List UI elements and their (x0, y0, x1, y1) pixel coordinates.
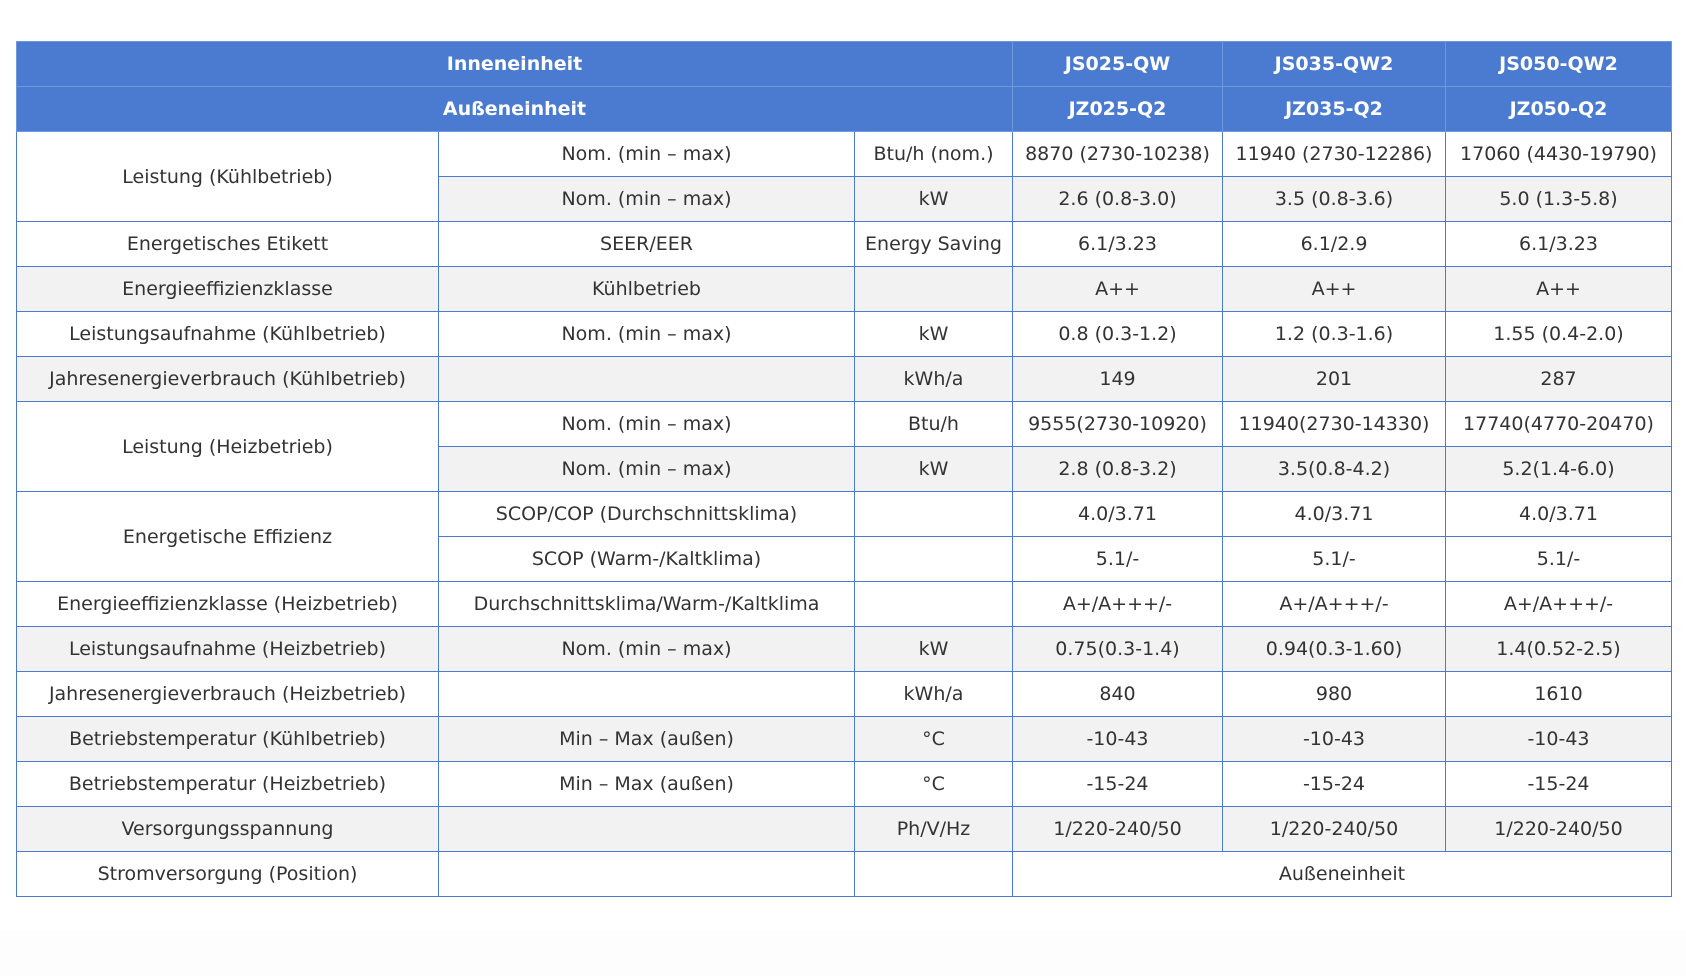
value-cell: -15-24 (1223, 762, 1446, 807)
row-label: Leistungsaufnahme (Heizbetrieb) (17, 627, 439, 672)
value-cell: 9555(2730-10920) (1013, 402, 1223, 447)
value-cell: 4.0/3.71 (1223, 492, 1446, 537)
row-condition: Kühlbetrieb (439, 267, 855, 312)
value-cell: 6.1/3.23 (1013, 222, 1223, 267)
value-cell: 5.2(1.4-6.0) (1446, 447, 1672, 492)
indoor-unit-header: Inneneinheit (17, 42, 1013, 87)
row-label: Versorgungsspannung (17, 807, 439, 852)
row-condition: SCOP/COP (Durchschnittsklima) (439, 492, 855, 537)
value-cell: 11940 (2730-12286) (1223, 132, 1446, 177)
value-cell: 2.6 (0.8-3.0) (1013, 177, 1223, 222)
table-row (17, 267, 1672, 312)
value-cell: 1/220-240/50 (1013, 807, 1223, 852)
row-condition: Nom. (min – max) (439, 627, 855, 672)
row-label: Betriebstemperatur (Kühlbetrieb) (17, 717, 439, 762)
value-cell: A+/A+++/- (1013, 582, 1223, 627)
value-cell: 2.8 (0.8-3.2) (1013, 447, 1223, 492)
row-label: Leistung (Kühlbetrieb) (17, 132, 439, 222)
value-cell: 17740(4770-20470) (1446, 402, 1672, 447)
model-indoor-3: JS050-QW2 (1446, 42, 1672, 87)
row-label: Leistungsaufnahme (Kühlbetrieb) (17, 312, 439, 357)
row-condition: Nom. (min – max) (439, 312, 855, 357)
value-cell: 1/220-240/50 (1446, 807, 1672, 852)
table-row (17, 852, 1672, 897)
row-condition: Min – Max (außen) (439, 762, 855, 807)
value-cell: 17060 (4430-19790) (1446, 132, 1672, 177)
outdoor-unit-header: Außeneinheit (17, 87, 1013, 132)
value-cell: 4.0/3.71 (1013, 492, 1223, 537)
value-cell: 0.94(0.3-1.60) (1223, 627, 1446, 672)
value-cell: A+/A+++/- (1223, 582, 1446, 627)
row-unit: kWh/a (855, 672, 1013, 717)
value-cell: 5.1/- (1446, 537, 1672, 582)
row-label: Jahresenergieverbrauch (Kühlbetrieb) (17, 357, 439, 402)
row-unit: Btu/h (nom.) (855, 132, 1013, 177)
value-cell: 5.0 (1.3-5.8) (1446, 177, 1672, 222)
row-condition (439, 807, 855, 852)
value-cell: 840 (1013, 672, 1223, 717)
value-cell: 5.1/- (1013, 537, 1223, 582)
value-cell: 3.5 (0.8-3.6) (1223, 177, 1446, 222)
table-row (17, 672, 1672, 717)
row-condition: Nom. (min – max) (439, 447, 855, 492)
table-row (17, 132, 1672, 177)
value-cell: A++ (1446, 267, 1672, 312)
value-cell: -10-43 (1223, 717, 1446, 762)
row-unit: kWh/a (855, 357, 1013, 402)
row-label: Jahresenergieverbrauch (Heizbetrieb) (17, 672, 439, 717)
value-cell: 1.4(0.52-2.5) (1446, 627, 1672, 672)
value-cell: 8870 (2730-10238) (1013, 132, 1223, 177)
row-unit: kW (855, 312, 1013, 357)
row-label: Energetisches Etikett (17, 222, 439, 267)
table-row (17, 357, 1672, 402)
row-condition: Nom. (min – max) (439, 177, 855, 222)
value-cell: -15-24 (1013, 762, 1223, 807)
table-row (17, 582, 1672, 627)
value-cell: -10-43 (1013, 717, 1223, 762)
value-cell: 4.0/3.71 (1446, 492, 1672, 537)
row-unit (855, 852, 1013, 897)
value-cell: A++ (1223, 267, 1446, 312)
row-unit (855, 582, 1013, 627)
row-unit: Btu/h (855, 402, 1013, 447)
value-cell: 287 (1446, 357, 1672, 402)
value-cell: 0.75(0.3-1.4) (1013, 627, 1223, 672)
row-unit (855, 537, 1013, 582)
row-condition (439, 672, 855, 717)
table-row (17, 762, 1672, 807)
model-outdoor-3: JZ050-Q2 (1446, 87, 1672, 132)
table-row (17, 717, 1672, 762)
value-cell: 0.8 (0.3-1.2) (1013, 312, 1223, 357)
row-unit: Ph/V/Hz (855, 807, 1013, 852)
row-label: Stromversorgung (Position) (17, 852, 439, 897)
value-cell: 3.5(0.8-4.2) (1223, 447, 1446, 492)
row-unit: kW (855, 447, 1013, 492)
value-cell: 1.55 (0.4-2.0) (1446, 312, 1672, 357)
row-condition: SEER/EER (439, 222, 855, 267)
value-cell: 6.1/2.9 (1223, 222, 1446, 267)
model-indoor-2: JS035-QW2 (1223, 42, 1446, 87)
value-cell: A++ (1013, 267, 1223, 312)
row-unit: kW (855, 627, 1013, 672)
value-cell: 149 (1013, 357, 1223, 402)
value-cell: 201 (1223, 357, 1446, 402)
value-cell: 1610 (1446, 672, 1672, 717)
table-row (17, 222, 1672, 267)
value-cell: -10-43 (1446, 717, 1672, 762)
header-row-indoor (17, 42, 1672, 87)
value-cell: 1/220-240/50 (1223, 807, 1446, 852)
value-cell: 1.2 (0.3-1.6) (1223, 312, 1446, 357)
header-row-outdoor (17, 87, 1672, 132)
row-unit: °C (855, 717, 1013, 762)
table-row (17, 627, 1672, 672)
row-label: Energieeffizienzklasse (17, 267, 439, 312)
value-cell: A+/A+++/- (1446, 582, 1672, 627)
row-condition: Nom. (min – max) (439, 402, 855, 447)
row-label: Energetische Effizienz (17, 492, 439, 582)
value-cell: -15-24 (1446, 762, 1672, 807)
model-outdoor-1: JZ025-Q2 (1013, 87, 1223, 132)
value-cell: 980 (1223, 672, 1446, 717)
table-row (17, 312, 1672, 357)
row-label: Betriebstemperatur (Heizbetrieb) (17, 762, 439, 807)
table-row (17, 807, 1672, 852)
spec-table-container (16, 41, 1671, 897)
row-label: Leistung (Heizbetrieb) (17, 402, 439, 492)
table-row (17, 402, 1672, 447)
row-unit (855, 492, 1013, 537)
spec-table (16, 41, 1672, 897)
value-cell: 5.1/- (1223, 537, 1446, 582)
value-cell: 11940(2730-14330) (1223, 402, 1446, 447)
row-condition: Durchschnittsklima/Warm-/Kaltklima (439, 582, 855, 627)
row-condition: Min – Max (außen) (439, 717, 855, 762)
row-condition: Nom. (min – max) (439, 132, 855, 177)
model-outdoor-2: JZ035-Q2 (1223, 87, 1446, 132)
row-condition: SCOP (Warm-/Kaltklima) (439, 537, 855, 582)
row-unit (855, 267, 1013, 312)
row-unit: °C (855, 762, 1013, 807)
table-row (17, 492, 1672, 537)
page-bottom-area (0, 930, 1686, 976)
value-cell: 6.1/3.23 (1446, 222, 1672, 267)
row-unit: kW (855, 177, 1013, 222)
row-label: Energieeffizienzklasse (Heizbetrieb) (17, 582, 439, 627)
row-condition (439, 357, 855, 402)
row-condition (439, 852, 855, 897)
merged-value-cell: Außeneinheit (1013, 852, 1672, 897)
model-indoor-1: JS025-QW (1013, 42, 1223, 87)
row-unit: Energy Saving (855, 222, 1013, 267)
